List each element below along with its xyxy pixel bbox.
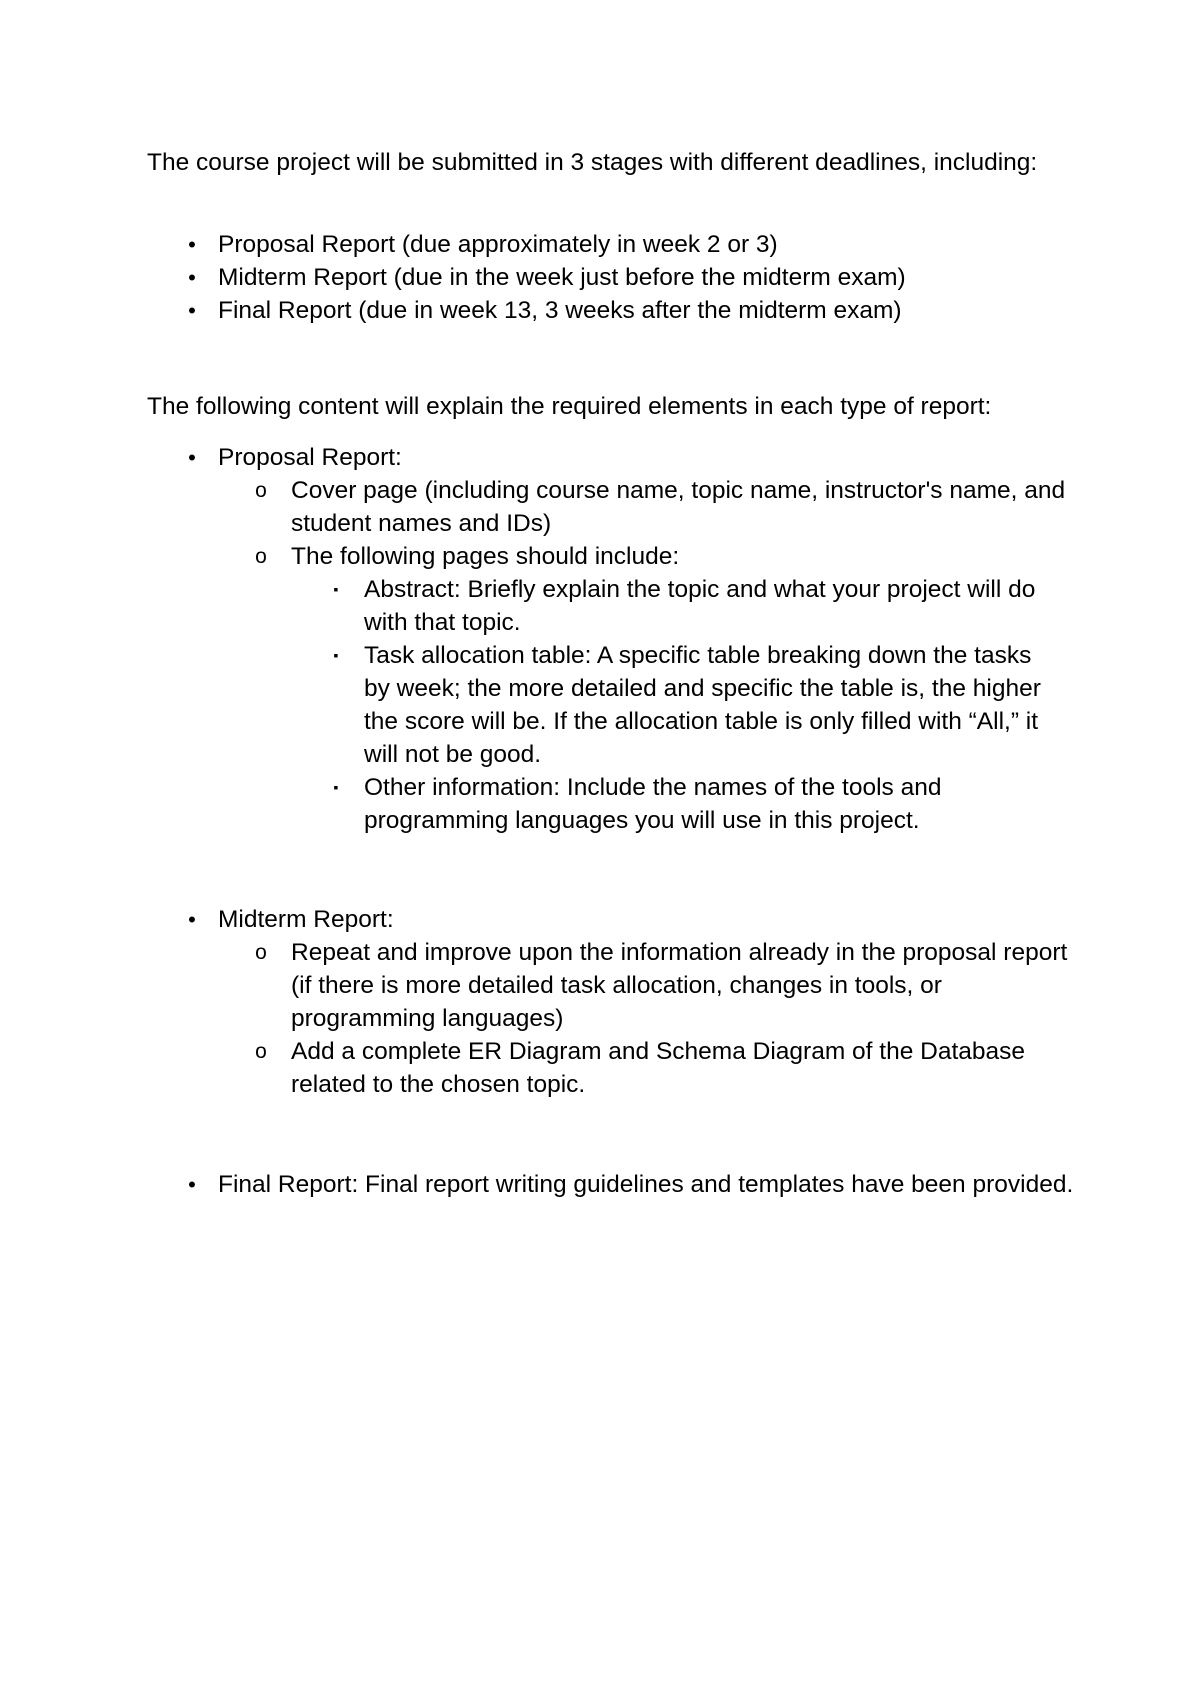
list-item [333,573,1064,639]
list-item [188,261,1078,294]
midterm-sublist [255,936,1071,1101]
circle-marker: o [255,941,267,964]
final-report-text: Final Report: Final report writing guidelines and templates have been provided. [218,1171,1074,1198]
bullet-marker: • [188,907,196,932]
square-marker: ▪ [333,647,339,663]
following-pages-sublist [333,573,1064,837]
proposal-sublist [255,474,1071,837]
final-section [188,1168,1078,1201]
intro-paragraph: The course project will be submitted in 3 stages with different deadlines, including: [147,149,1038,176]
add-diagram-text: Add a complete ER Diagram and Schema Diagram of the Database related to the chosen topic. [291,1038,1026,1098]
midterm-section [188,903,1078,1101]
circle-marker: o [255,1040,267,1063]
circle-marker: o [255,545,267,568]
task-allocation-text: Task allocation table: A specific table breaking down the tasks by week; the more detailed and specific the table is, the higher the score will be. If the allocation table is only filled with “All,” it will not be good. [364,642,1041,768]
bullet-marker: • [188,232,196,257]
stage-proposal-text: Proposal Report (due approximately in week 2 or 3) [218,231,778,258]
list-item [255,936,1071,1035]
explain-paragraph: The following content will explain the required elements in each type of report: [147,393,992,420]
list-item [333,771,1064,837]
stages-list [188,228,1078,327]
proposal-section [188,441,1078,837]
bullet-marker: • [188,265,196,290]
square-marker: ▪ [333,581,339,597]
list-item [188,228,1078,261]
proposal-label: Proposal Report: [218,444,402,471]
stage-final-text: Final Report (due in week 13, 3 weeks after the midterm exam) [218,297,902,324]
abstract-text: Abstract: Briefly explain the topic and what your project will do with that topic. [364,576,1036,636]
list-item [188,1168,1078,1201]
list-item [188,294,1078,327]
stage-midterm-text: Midterm Report (due in the week just before the midterm exam) [218,264,906,291]
list-item [255,540,1071,837]
following-pages-text: The following pages should include: [291,543,680,570]
bullet-marker: • [188,298,196,323]
list-item [255,1035,1071,1101]
square-marker: ▪ [333,779,339,795]
list-item [188,441,1078,837]
list-item [333,639,1064,771]
list-item [255,474,1071,540]
midterm-label: Midterm Report: [218,906,394,933]
other-information-text: Other information: Include the names of the tools and programming languages you will use in this project. [364,774,942,834]
bullet-marker: • [188,445,196,470]
list-item [188,903,1078,1101]
bullet-marker: • [188,1172,196,1197]
repeat-improve-text: Repeat and improve upon the information already in the proposal report (if there is more detailed task allocation, changes in tools, or programming languages) [291,939,1068,1032]
circle-marker: o [255,479,267,502]
cover-page-text: Cover page (including course name, topic name, instructor's name, and student names and IDs) [291,477,1066,537]
